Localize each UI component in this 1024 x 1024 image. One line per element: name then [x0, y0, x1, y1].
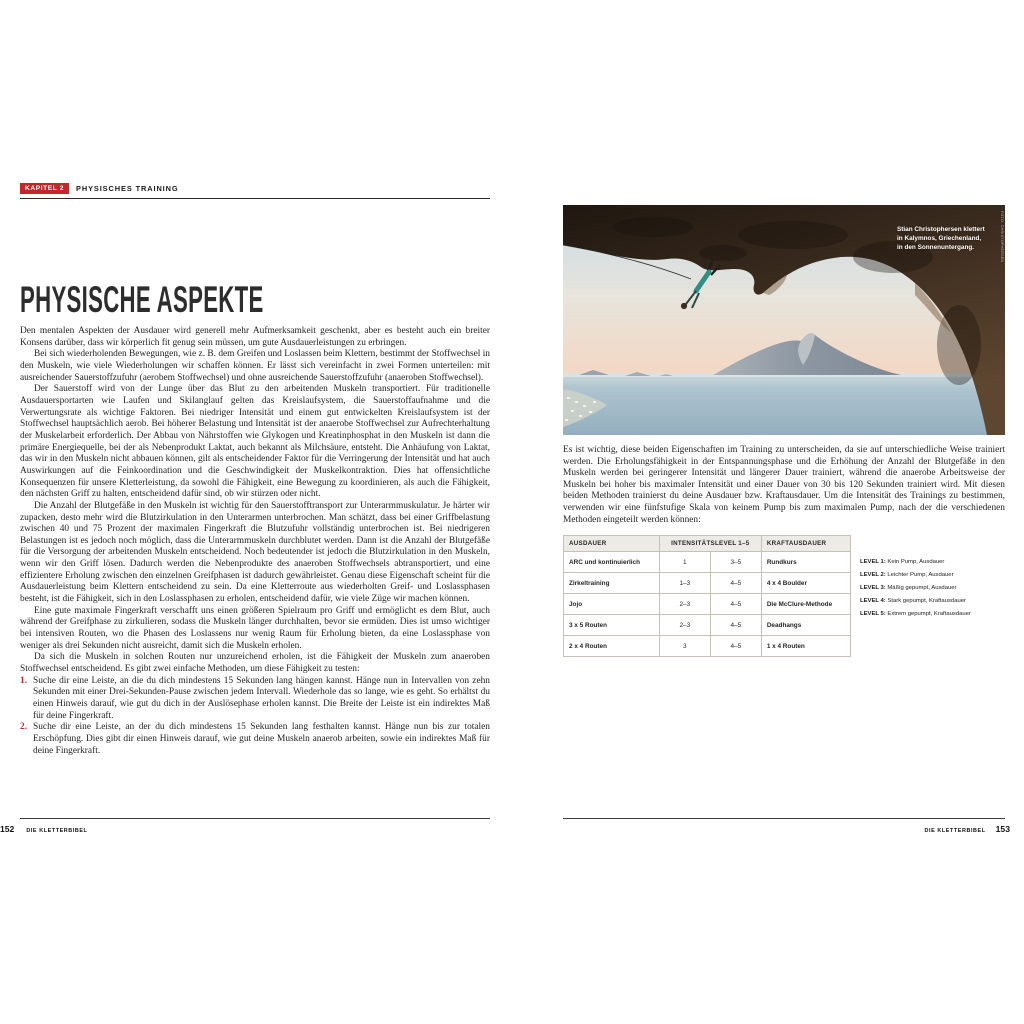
cell-kraftausdauer: 1 x 4 Routen: [761, 636, 850, 657]
chapter-title: PHYSISCHES TRAINING: [76, 184, 179, 193]
table-row: [564, 615, 851, 636]
caption-line: Stian Christophersen klettert: [897, 226, 985, 233]
table-row: [564, 552, 851, 573]
cell-kraftausdauer: Deadhangs: [761, 615, 850, 636]
legend-text: Stark gepumpt, Kraftausdauer: [885, 598, 966, 605]
legend-line: [860, 569, 1010, 582]
right-footer-book-title: DIE KLETTERBIBEL: [924, 828, 986, 834]
table-row: [564, 594, 851, 615]
photo-caption: [897, 225, 1001, 252]
cell-level-a: 1: [659, 552, 710, 573]
cell-kraftausdauer: Die McClure-Methode: [761, 594, 850, 615]
cell-level-a: 1–3: [659, 573, 710, 594]
chapter-tag-badge: KAPITEL 2: [20, 183, 69, 194]
paragraph: Der Sauerstoff wird von der Lunge über das Blut zu den arbeitenden Muskeln transportiert. Für traditionelle Ausdauersportarten wie Laufen und Skilanglauf gelten das Kreislaufsystem, die Sauerstoffaufnahme und die Verwertungsrate als wichtige Faktoren. Bei niedriger Intensität und einem gut entwickelten Kreislaufsystem ist der Stoffwechsel hauptsächlich aerob. Bei höherer Belastung und Intensität ist der anaerobe Stoffwechsel zur Aufrechterhaltung der Muskelarbeit erforderlich. Der Abbau von Nährstoffen wie Glykogen und Kreatinphosphat in den Muskeln ist dann die primäre Energiequelle, bei der als Nebenprodukt Laktat, auch bekannt als Milchsäure, entsteht. Die Anhäufung von Laktat, das wir in den Muskeln nicht abbauen können, gilt als entscheidender Faktor für die Verringerung der Intensität und hat auch Auswirkungen auf die Feinkoordination und die Geschwindigkeit der Muskelkontraktion. Dies hat offensichtliche Konsequenzen für unsere Kletterleistung, da sowohl die Fähigkeit, eine Bewegung zu koordinieren, als auch die Fähigkeit, den nächsten Griff zu halten, entscheidend dafür sind, ob wir stürzen oder nicht.: [20, 384, 490, 500]
legend-text: Extrem gepumpt, Kraftausdauer: [885, 611, 971, 618]
right-body-text: [563, 445, 1005, 526]
page-title: PHYSISCHE ASPEKTE: [20, 279, 264, 320]
cell-ausdauer: Zirkeltraining: [564, 573, 660, 594]
left-page-number: 152: [0, 824, 15, 834]
level-legend: [860, 556, 1010, 621]
table-header-row: [564, 536, 851, 552]
right-footer-rule: [563, 818, 1005, 819]
cell-kraftausdauer: 4 x 4 Boulder: [761, 573, 850, 594]
legend-label: LEVEL 1:: [860, 559, 886, 566]
cell-ausdauer: 3 x 5 Routen: [564, 615, 660, 636]
legend-label: LEVEL 3:: [860, 585, 886, 592]
cell-ausdauer: Jojo: [564, 594, 660, 615]
list-item: [20, 676, 490, 723]
climbing-photo: [563, 205, 1005, 435]
right-page-number: 153: [995, 824, 1010, 834]
table-row: [564, 573, 851, 594]
legend-line: [860, 582, 1010, 595]
paragraph: Eine gute maximale Fingerkraft verschafft uns einen größeren Spielraum pro Griff und ermöglicht es dem Blut, auch während der Greifphase zu zirkulieren, sodass die Muskeln länger durchhalten, bevor sie ermüden. Dies ist umso wichtiger bei intensiven Routen, wo die Phasen des Loslassens nur wenig Raum für Erholung bieten, da eine Loslassphase von weniger als drei Sekunden nicht ausreicht, damit sich die Muskeln erholen.: [20, 605, 490, 651]
list-item-text: Suche dir eine Leiste, an der du dich mindestens 15 Sekunden lang festhalten kannst. Hänge nun bis zur totalen Erschöpfung. Dies gibt dir einen Hinweis darauf, wie gut deine Muskeln anaerob arbeiten, sowie ein indirektes Maß für deine Fingerkraft.: [33, 722, 490, 756]
numbered-list: [20, 676, 490, 758]
legend-label: LEVEL 2:: [860, 572, 886, 579]
legend-line: [860, 608, 1010, 621]
paragraph: Bei sich wiederholenden Bewegungen, wie z. B. dem Greifen und Loslassen beim Klettern, bestimmt der Stoffwechsel in den Muskeln, wie viele Wiederholungen wir schaffen können. Er lässt sich vereinfacht in zwei Formen unterteilen: mit ausreichender Sauerstoffzufuhr (aerobem Stoffwechsel) und ohne ausreichende Sauerstoffzufuhr (anaeroben Stoffwechsel).: [20, 349, 490, 383]
header-ausdauer: AUSDAUER: [564, 536, 660, 552]
paragraph: Es ist wichtig, diese beiden Eigenschaften im Training zu unterscheiden, da sie auf unterschiedliche Weise trainiert werden. Die Erholungsfähigkeit in der Entspannungsphase und die Erhöhung der Anzahl der Blutgefäße in den Muskeln werden bei geringerer Intensität und längerer Dauer trainiert, während die anaerobe Arbeitsweise der Muskeln bei hoher bis maximaler Intensität und einer Dauer von 30 bis 120 Sekunden trainiert wird. Mit diesen beiden Methoden trainierst du deine Ausdauer bzw. Kraftausdauer. Um die Intensität des Trainings zu bestimmen, verwenden wir eine fünfstufige Skala von keinem Pump bis zum maximalen Pump, nach der die verschiedenen Methoden eingeteilt werden können:: [563, 445, 1005, 525]
cell-level-b: 4–5: [710, 573, 761, 594]
cell-kraftausdauer: Rundkurs: [761, 552, 850, 573]
legend-label: LEVEL 5:: [860, 611, 886, 618]
list-number: 2.: [20, 722, 28, 733]
header-kraftausdauer: KRAFTAUSDAUER: [761, 536, 850, 552]
cell-ausdauer: ARC und kontinuierlich: [564, 552, 660, 573]
left-footer: [0, 824, 87, 834]
cell-ausdauer: 2 x 4 Routen: [564, 636, 660, 657]
right-page: [563, 205, 1005, 657]
list-item: [20, 722, 490, 757]
cell-level-b: 4–5: [710, 636, 761, 657]
left-page: [20, 183, 490, 757]
caption-line: in den Sonnenuntergang.: [897, 244, 975, 251]
training-table-block: [563, 535, 1005, 657]
cell-level-b: 4–5: [710, 594, 761, 615]
cell-level-b: 4–5: [710, 615, 761, 636]
photo-sea: [563, 373, 1005, 435]
header-intensitaetslevel: INTENSITÄTSLEVEL 1–5: [659, 536, 761, 552]
cell-level-a: 2–3: [659, 615, 710, 636]
right-footer: [563, 824, 1010, 834]
left-footer-rule: [20, 818, 490, 819]
chapter-header: [20, 183, 490, 199]
cell-level-b: 3–5: [710, 552, 761, 573]
cell-level-a: 3: [659, 636, 710, 657]
paragraph: Da sich die Muskeln in solchen Routen nur unzureichend erholen, ist die Fähigkeit der Muskeln zum anaeroben Stoffwechsel entscheidend. Es gibt zwei einfache Methoden, um diese Fähigkeit zu testen:: [20, 652, 490, 675]
legend-text: Kein Pump, Ausdauer: [885, 559, 945, 566]
paragraph: Den mentalen Aspekten der Ausdauer wird generell mehr Aufmerksamkeit geschenkt, aber es besteht auch ein breiter Konsens darüber, dass wir körperlich fit genug sein müssen, um gute Ausdauerleistungen zu erbringen.: [20, 326, 490, 348]
legend-text: Leichter Pump, Ausdauer: [885, 572, 954, 579]
legend-line: [860, 595, 1010, 608]
photo-credit: FOTO: CHRISTOPHERSEN: [1000, 211, 1004, 263]
legend-label: LEVEL 4:: [860, 598, 886, 605]
caption-line: in Kalymnos, Griechenland,: [897, 235, 982, 242]
legend-line: [860, 556, 1010, 569]
legend-text: Mäßig gepumpt, Ausdauer: [885, 585, 957, 592]
left-body-text: [20, 326, 490, 757]
list-item-text: Suche dir eine Leiste, an die du dich mindestens 15 Sekunden lang hängen kannst. Hänge nun in Intervallen von zehn Sekunden mit einer Drei-Sekunden-Pause zwischen jedem Intervall. Wiederhole das so lange, wie es geht. So erhältst du einen Hinweis darauf, wie gut du dich in der Auslösephase erholen kannst. Die Breite der Leiste ist ein indirektes Maß für deine Fingerkraft.: [33, 675, 490, 721]
table-row: [564, 636, 851, 657]
paragraph: Die Anzahl der Blutgefäße in den Muskeln ist wichtig für den Sauerstofftransport zur Unterarmmuskulatur. Je härter wir zupacken, desto mehr wird die Blutzirkulation in den Unterarmen unterbrochen. Man schätzt, dass bei einer Griffbelastung zwischen 40 und 75 Prozent der maximalen Fingerkraft die Blutzufuhr vollständig unterbrochen ist. Bei niedrigeren Belastungen ist es jedoch noch möglich, dass die Unterarmmuskeln durchblutet werden. Dann ist die Anzahl der Blutgefäße für die Versorgung der arbeitenden Muskeln entscheidend. Noch bedeutender ist jedoch die Blutzirkulation in den Muskeln, wenn wir den Griff lösen. Dadurch werden die Nebenprodukte des anaeroben Stoffwechsels abtransportiert, und eine effizientere Erholung zwischen den einzelnen Greifphasen ist dadurch gewährleistet. Genau diese Eigenschaft scheint für die Ausdauerleistung beim Klettern entscheidend zu sein. Da eine Kletterroute aus wiederholten Greif- und Loslassphasen besteht, ist die Fähigkeit, sich in den Loslassphasen zu erholen, entscheidend dafür, wie viele Züge wir machen können.: [20, 500, 490, 605]
cell-level-a: 2–3: [659, 594, 710, 615]
list-number: 1.: [20, 675, 28, 686]
intensity-table: [563, 535, 851, 657]
left-footer-book-title: DIE KLETTERBIBEL: [26, 828, 88, 834]
